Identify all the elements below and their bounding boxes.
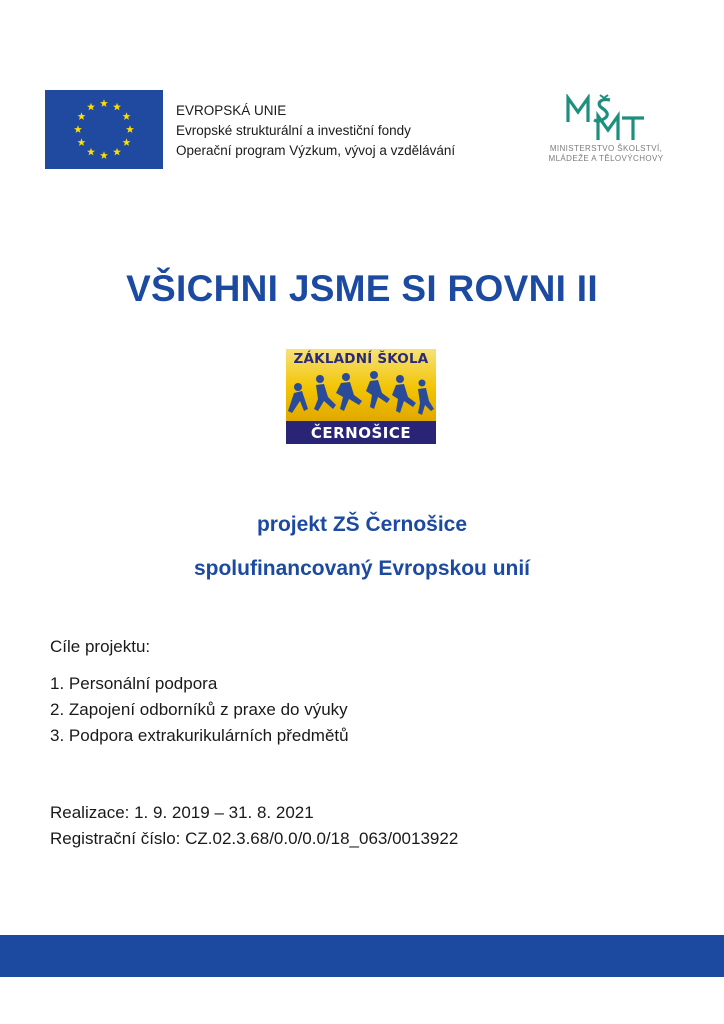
eu-star	[100, 99, 108, 107]
eu-star	[77, 138, 85, 146]
eu-star	[77, 112, 85, 120]
msmt-logo	[526, 86, 686, 176]
eu-star	[123, 138, 131, 146]
msmt-monogram-icon	[566, 94, 648, 142]
page-title: VŠICHNI JSME SI ROVNI II	[126, 268, 598, 309]
msmt-name	[526, 144, 686, 164]
goal-item: 1. Personální podpora	[50, 674, 218, 693]
subtitle-line1: projekt ZŠ Černošice	[256, 513, 468, 536]
eu-star	[113, 148, 121, 156]
eu-star	[87, 148, 95, 156]
goal-item: 3. Podpora extrakurikulárních předmětů	[50, 726, 349, 745]
msmt-name-line1: MINISTERSTVO ŠKOLSTVÍ,	[549, 144, 663, 153]
registration-number: Registrační číslo: CZ.02.3.68/0.0/0.0/18_063/0013922	[50, 829, 459, 848]
eu-caption-line1: EVROPSKÁ UNIE	[176, 103, 287, 118]
eu-star	[123, 112, 131, 120]
eu-caption-line3: Operační program Výzkum, vývoj a vzdělávání	[176, 143, 456, 158]
msmt-name-line2: MLÁDEŽE A TĚLOVÝCHOVY	[548, 154, 664, 163]
footer-band	[0, 935, 724, 977]
subtitle-line2: spolufinancovaný Evropskou unií	[193, 557, 531, 580]
goals-label: Cíle projektu:	[50, 637, 151, 656]
eu-caption	[176, 101, 455, 161]
eu-flag-logo	[45, 90, 163, 169]
goal-item: 2. Zapojení odborníků z praxe do výuky	[50, 700, 348, 719]
eu-star	[100, 151, 108, 159]
eu-stars-icon	[45, 90, 163, 169]
realization-dates: Realizace: 1. 9. 2019 – 31. 8. 2021	[50, 803, 314, 822]
eu-star	[113, 103, 121, 111]
eu-star	[74, 125, 82, 133]
school-logo	[286, 349, 436, 444]
eu-star	[126, 125, 134, 133]
eu-star	[87, 103, 95, 111]
eu-caption-line2: Evropské strukturální a investiční fondy	[176, 123, 411, 138]
school-logo-bottom-text: ČERNOŠICE	[310, 424, 412, 442]
goals-list	[50, 671, 349, 749]
project-meta	[50, 800, 458, 852]
school-logo-top-text: ZÁKLADNÍ ŠKOLA	[293, 351, 429, 367]
